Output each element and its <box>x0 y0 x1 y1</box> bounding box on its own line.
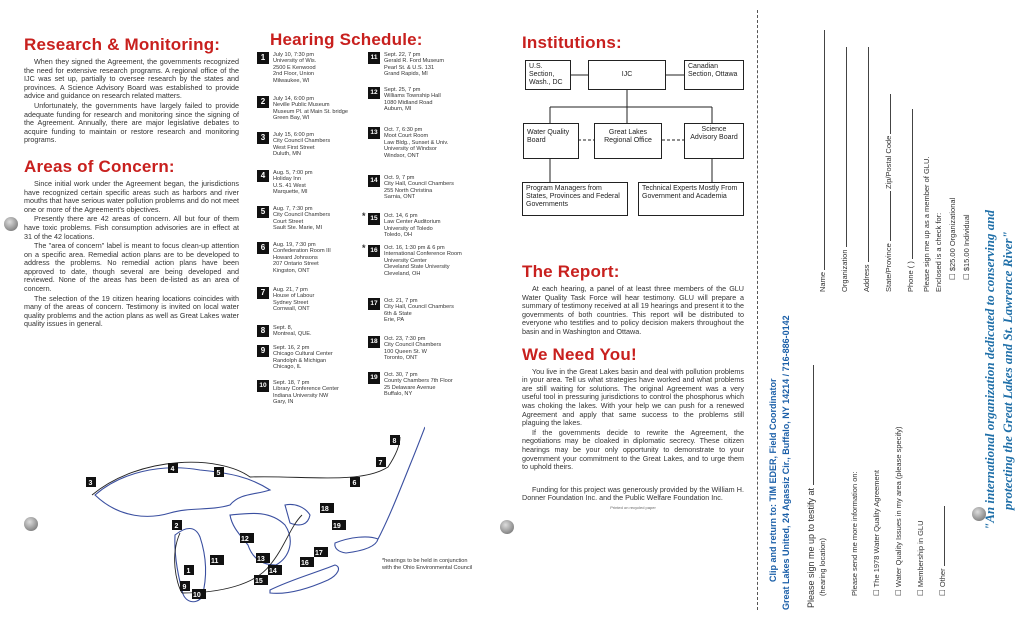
hearing-number-badge: 16 <box>368 245 380 257</box>
hearing-number-badge: 6 <box>257 242 269 254</box>
schedule-line: Aug. 5, 7:00 pm <box>273 170 313 176</box>
funding-note: Funding for this project was generously provided by the William H. Donner Foundation Inc. and the Public Welfare Foundation Inc. <box>522 484 744 503</box>
schedule-line: 255 North Christina <box>384 187 433 194</box>
schedule-entry <box>257 325 312 338</box>
hearing-number-badge: 13 <box>368 127 380 139</box>
slogan-line-1: "An international organization dedicated to conserving and <box>982 210 997 530</box>
report-section <box>522 262 744 510</box>
form-organization-field[interactable]: Organization <box>840 47 849 292</box>
schedule-line: Milwaukee, WI <box>273 77 310 84</box>
schedule-entry <box>257 242 331 274</box>
hearing-number-badge: 3 <box>257 132 269 144</box>
hearing-number-badge: 2 <box>257 96 269 108</box>
schedule-footnote: *hearings to be held in conjunction with the Ohio Environmental Council <box>382 558 473 571</box>
schedule-line: International Conference Room <box>384 251 462 258</box>
schedule-line: Toledo, OH <box>384 232 412 239</box>
schedule-line: Chicago Cultural Center <box>273 351 333 358</box>
schedule-line: Court Street <box>273 218 304 225</box>
schedule-line: County Chambers 7th Floor <box>384 378 453 385</box>
report-body: At each hearing, a panel of at least three members of the GLU Water Quality Task Force will hear testimony. GLU will prepare a summary of testimony received at all 19 hearings and present it to the governments of both countries. This report will be distributed to everyone who testifies and to policy decision makers throughout the basin and in Washington and Ottawa. <box>522 284 744 336</box>
org-us-section: U.S. Section, Wash., DC <box>525 60 571 90</box>
hearing-number-badge: 17 <box>368 298 380 310</box>
map-marker: 15 <box>255 578 263 585</box>
map-marker: 11 <box>211 558 219 565</box>
schedule-entry <box>257 96 348 122</box>
map-marker: 19 <box>333 523 341 530</box>
schedule-line: Montreal, QUE. <box>273 331 312 338</box>
schedule-line: Oct. 14, 6 pm <box>384 213 418 219</box>
need-body: You live in the Great Lakes basin and deal with pollution problems in your area. Tell us what strategies have worked and what problems are still waiting for solutions. The original Agreement was a very useful tool in pressuring jurisdictions to control the phosphorus which was choking the lakes. With your help we can push for a renewed Agreement and apply that same success to the problems still plaguing the lakes. If the governments decide to rewrite the Agreement, the negotiations may be cloaked in diplomatic secrecy. These citizen hearings may be your only opportunity to demonstrate to your government your commitment to the Great Lakes, and to urge them to uphold theirs. <box>522 366 744 472</box>
institutions-title: Institutions: <box>522 33 622 52</box>
schedule-line: City Hall, Council Chambers <box>384 181 454 188</box>
schedule-line: 2500 E Kenwood <box>273 64 316 71</box>
schedule-line: 207 Ontario Street <box>273 261 319 268</box>
schedule-entry <box>368 298 454 324</box>
schedule-line: Cornwall, ONT <box>273 306 310 313</box>
schedule-line: Sept. 8, <box>273 325 293 331</box>
form-member-signup: Please sign me up as a member of GLU. <box>922 156 931 292</box>
map-marker: 6 <box>352 480 357 487</box>
schedule-line: Buffalo, NY <box>384 391 413 398</box>
form-option-local-issues[interactable]: ☐ Water Quality Issues in my area (please specify) <box>894 426 903 596</box>
schedule-line: Aug. 7, 7:30 pm <box>273 206 313 212</box>
schedule-entry <box>257 380 339 406</box>
schedule-line: Cleveland, OH <box>384 270 421 277</box>
map-marker: 7 <box>378 460 383 467</box>
schedule-line: University of Toledo <box>384 225 433 232</box>
schedule-line: July 10, 7:30 pm <box>273 52 315 58</box>
schedule-line: U.S. 41 West <box>273 182 306 189</box>
schedule-line: House of Labour <box>273 293 315 300</box>
schedule-line: Holiday Inn <box>273 176 301 183</box>
schedule-entry <box>257 345 333 371</box>
schedule-line: Oct. 7, 6:30 pm <box>384 127 423 133</box>
schedule-line: Law Center Auditorium <box>384 219 441 226</box>
slogan-line-2: protecting the Great Lakes and St. Lawrence River" <box>1000 231 1015 510</box>
schedule-entry <box>368 127 448 159</box>
schedule-entry <box>257 170 313 196</box>
schedule-line: City Council Chambers <box>273 212 331 219</box>
form-fee-ind[interactable]: ☐ $15.00 Individual <box>962 214 971 280</box>
institutions-column <box>522 0 744 53</box>
map-marker: 18 <box>321 506 329 513</box>
hearing-number-badge: 10 <box>257 380 269 392</box>
schedule-entry <box>368 372 453 398</box>
schedule-line: Marquette, MI <box>273 189 308 196</box>
schedule-line: Sault Ste. Marie, MI <box>273 225 323 232</box>
schedule-line: July 14, 6:00 pm <box>273 96 315 102</box>
form-testify: Please sign me up to testify at <box>806 365 816 608</box>
research-title: Research & Monitoring: <box>24 35 221 54</box>
schedule-line: City Council Chambers <box>384 342 442 349</box>
map-marker: 16 <box>301 560 309 567</box>
map-marker: 9 <box>182 584 187 591</box>
form-clip-line: Clip and return to: TIM EDER, Field Coordinator <box>768 378 778 582</box>
schedule-line: Oct. 21, 7 pm <box>384 298 418 304</box>
map-marker: 10 <box>193 592 201 599</box>
schedule-line: University Center <box>384 257 427 264</box>
map-marker: 5 <box>216 470 221 477</box>
schedule-line: Howard Johnsons <box>273 254 318 261</box>
map-marker: 14 <box>269 568 277 575</box>
schedule-line: 2nd Floor, Union <box>273 71 315 78</box>
schedule-line: Williams Township Hall <box>384 93 441 100</box>
lake-superior <box>95 468 270 517</box>
binder-hole-left-bottom <box>24 517 38 531</box>
schedule-line: Grand Rapids, MI <box>384 71 428 78</box>
schedule-line: University of Wis. <box>273 58 317 65</box>
org-program-managers: Program Managers from States, Provinces and Federal Governments <box>522 182 628 216</box>
schedule-line: Oct. 23, 7:30 pm <box>384 336 426 342</box>
schedule-line: Sarnia, ONT <box>384 194 416 201</box>
form-address-line: Great Lakes United, 24 Agassiz Cir., Buffalo, NY 14214 / 716-886-0142 <box>781 315 791 610</box>
schedule-line: Sept. 16, 2 pm <box>273 345 310 351</box>
schedule-line: University of Windsor <box>384 146 437 153</box>
form-option-membership[interactable]: ☐ Membership in GLU <box>916 520 925 596</box>
hearing-number-badge: 15 <box>368 213 380 225</box>
org-canadian-section: Canadian Section, Ottawa <box>684 60 744 90</box>
schedule-line: Chicago, IL <box>273 364 302 371</box>
schedule-line: Aug. 21, 7 pm <box>273 287 308 293</box>
schedule-line: Moot Court Room <box>384 133 429 140</box>
lake-ontario <box>335 537 378 553</box>
schedule-line: Green Bay, WI <box>273 115 310 122</box>
hearing-number-badge: 8 <box>257 325 269 337</box>
st-lawrence-river <box>378 427 425 539</box>
research-column <box>24 0 239 330</box>
schedule-line: Toronto, ONT <box>384 355 418 362</box>
schedule-title: Hearing Schedule: <box>270 30 423 49</box>
map-marker: 1 <box>186 568 191 575</box>
schedule-entry <box>257 287 314 313</box>
hearing-number-badge: 12 <box>368 87 380 99</box>
hearing-number-badge: 1 <box>257 52 269 64</box>
schedule-line: Erie, PA <box>384 317 405 324</box>
form-enclosed: Enclosed is a check for: <box>934 212 943 292</box>
hearing-number-badge: 9 <box>257 345 269 357</box>
schedule-entry <box>368 175 454 201</box>
hearing-number-badge: 4 <box>257 170 269 182</box>
form-phone-field[interactable]: Phone ( ) <box>906 109 915 292</box>
form-option-agreement[interactable]: ☐ The 1978 Water Quality Agreement <box>872 470 881 596</box>
form-hearing-location: (hearing location) <box>818 538 827 596</box>
schedule-entry <box>257 206 330 232</box>
schedule-line: Cleveland State University <box>384 264 450 271</box>
org-science-advisory-board: Science Advisory Board <box>684 123 744 159</box>
org-technical-experts: Technical Experts Mostly From Government and Academia <box>638 182 744 216</box>
schedule-entry <box>368 336 441 362</box>
schedule-line: 1080 Midland Road <box>384 99 433 106</box>
schedule-line: City Hall, Council Chambers <box>384 304 454 311</box>
schedule-entry <box>368 52 444 78</box>
need-title: We Need You! <box>522 344 637 364</box>
schedule-line: Sydney Street <box>273 299 309 306</box>
map-marker: 3 <box>88 480 93 487</box>
georgian-bay <box>285 504 310 524</box>
schedule-line: 100 Queen St. W <box>384 348 427 355</box>
map-marker: 8 <box>392 438 397 445</box>
concern-title: Areas of Concern: <box>24 156 175 176</box>
hearing-number-badge: 11 <box>368 52 380 64</box>
schedule-entry <box>362 243 462 277</box>
schedule-line: Duluth, MN <box>273 151 301 158</box>
form-address-field[interactable]: Address <box>862 47 871 292</box>
map-marker: 13 <box>257 556 265 563</box>
schedule-line: City Council Chambers <box>273 138 331 145</box>
clip-dashed-line <box>757 10 758 610</box>
schedule-line: 25 Delaware Avenue <box>384 384 436 391</box>
schedule-line: Indiana University NW <box>273 392 329 399</box>
map-marker: 2 <box>174 523 179 530</box>
hearing-number-badge: 7 <box>257 287 269 299</box>
form-send-info: Please send me more information on: <box>850 471 859 596</box>
schedule-line: Museum Pl. at Main St. bridge <box>273 108 348 115</box>
schedule-line: Library Conference Center <box>273 386 339 393</box>
schedule-line: Sept. 18, 7 pm <box>273 380 310 386</box>
schedule-line: Windsor, ONT <box>384 152 420 159</box>
map-marker: 4 <box>170 466 175 473</box>
org-regional-office: Great Lakes Regional Office <box>594 123 662 159</box>
binder-hole-left-top <box>4 217 18 231</box>
great-lakes-map <box>80 415 425 615</box>
schedule-line: Gerald R. Ford Museum <box>384 58 444 65</box>
schedule-entry <box>257 52 316 84</box>
schedule-line: Oct. 30, 7 pm <box>384 372 418 378</box>
form-option-other[interactable]: ☐ Other <box>938 506 947 596</box>
schedule-line: Aug. 19, 7:30 pm <box>273 242 316 248</box>
org-ijc: IJC <box>588 60 666 90</box>
schedule-line: 6th & State <box>384 310 412 317</box>
schedule-line: Sept. 22, 7 pm <box>384 52 421 58</box>
report-title: The Report: <box>522 262 620 281</box>
concern-body: Since initial work under the Agreement began, the jurisdictions have recognized certain specific areas such as harbors and river mouths that have serious water pollution problems and do not meet one or more of the Agreement's objectives. Presently there are 42 areas of concern. All but four of them have toxic problems. Fish consumption advisories are in effect at 31 of the 42 locations. The "area of concern" label is meant to focus clean-up attention on a specific area. Remedial action plans are to be developed to address the problems. No remedial action plans have been approved to date, though several are being developed and reviewed. None of the areas has been de-listed as an area of concern. The selection of the 19 citizen hearing locations coincides with many of the areas of concern. Testimony is invited on local water quality problems and the action plans as well as Great Lakes water quality issues in general. <box>24 178 239 329</box>
schedule-line: July 15, 6:00 pm <box>273 132 315 138</box>
map-marker: 17 <box>315 550 323 557</box>
schedule-column <box>270 0 485 50</box>
schedule-line: West First Street <box>273 144 315 151</box>
map-marker: 12 <box>241 536 249 543</box>
form-fee-org[interactable]: ☐ $25.00 Organizational <box>948 197 957 280</box>
schedule-entry <box>362 211 441 239</box>
ohio-council-asterisk: * <box>362 243 366 253</box>
schedule-line: Oct. 9, 7 pm <box>384 175 415 181</box>
hearing-number-badge: 5 <box>257 206 269 218</box>
printer-note: Printed on recycled paper <box>610 504 656 510</box>
schedule-line: Auburn, MI <box>384 106 412 113</box>
org-water-quality-board: Water Quality Board <box>523 123 579 159</box>
hearing-number-badge: 19 <box>368 372 380 384</box>
schedule-entry <box>368 87 441 113</box>
form-state-field[interactable]: State/Province Zip/Postal Code <box>884 94 893 292</box>
schedule-line: Oct. 16, 1:30 pm & 6 pm <box>384 245 445 251</box>
hearing-number-badge: 14 <box>368 175 380 187</box>
schedule-line: Confederation Room III <box>273 248 331 255</box>
schedule-line: Law Bldg., Sunset & Univ. <box>384 139 449 146</box>
schedule-line: Gary, IN <box>273 399 294 406</box>
schedule-line: Randolph & Michigan <box>273 357 327 364</box>
form-name-field[interactable]: Name <box>818 30 827 292</box>
hearing-number-badge: 18 <box>368 336 380 348</box>
ohio-council-asterisk: * <box>362 211 366 221</box>
schedule-entry <box>257 132 330 158</box>
research-body: When they signed the Agreement, the governments recognized the need for extensive research programs. A regional office of the IJC was set up, partially to oversee research by the states and provinces. A Science Advisory Board was established to provide advice and guidance on research related matters. Unfortunately, the governments have largely failed to provide adequate funding for research and monitoring since the signing of the Agreement. Annually, there are major legislative debates to acquire funding to maintain or restore research and monitoring programs. <box>24 57 239 145</box>
binder-hole-mid <box>500 520 514 534</box>
schedule-line: Kingston, ONT <box>273 267 310 274</box>
schedule-line: Sept. 25, 7 pm <box>384 87 421 93</box>
schedule-line: Neville Public Museum <box>273 102 330 109</box>
schedule-line: Pearl St. & U.S. 131 <box>384 64 435 71</box>
